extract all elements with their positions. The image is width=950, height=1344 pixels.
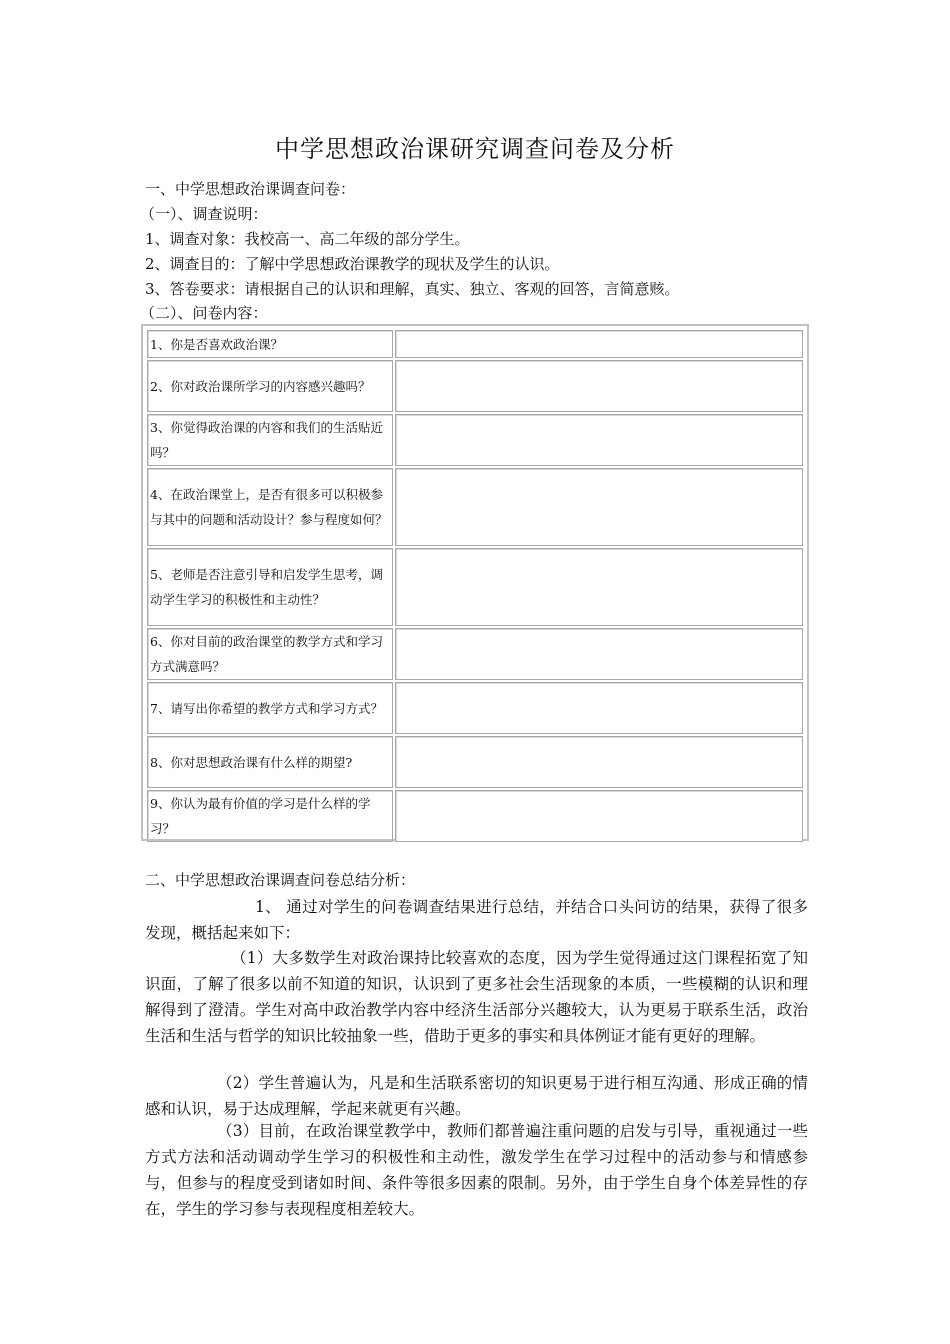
question-text: 5、老师是否注意引导和启发学生思考，调动学生学习的积极性和主动性？ — [147, 548, 393, 626]
question-row — [147, 736, 803, 788]
question-text: 7、请写出你希望的教学方式和学习方式？ — [147, 682, 393, 734]
question-row — [147, 628, 803, 680]
question-row — [147, 330, 803, 358]
questionnaire-table — [141, 324, 809, 841]
question-row — [147, 414, 803, 466]
question-text: 3、你觉得政治课的内容和我们的生活贴近吗？ — [147, 414, 393, 466]
subsection-questions-heading: （二）、问卷内容： — [140, 304, 268, 322]
question-row — [147, 548, 803, 626]
question-text: 1、你是否喜欢政治课？ — [147, 330, 393, 358]
answer-cell[interactable] — [395, 790, 803, 842]
analysis-paragraph-4: （3）目前，在政治课堂教学中，教师们都普遍注重问题的启发与引导，重视通过一些方式方法和活动调动学生学习的积极性和主动性，激发学生在学习过程中的活动参与和情感参与，但参与的程度受到诸如时间、条件等很多因素的限制。另外，由于学生自身个体差异性的存在，学生的学习参与表现程度相差较大。 — [145, 1122, 808, 1218]
answer-cell[interactable] — [395, 736, 803, 788]
answer-cell[interactable] — [395, 548, 803, 626]
analysis-paragraph-3: （2）学生普遍认为，凡是和生活联系密切的知识更易于进行相互沟通、形成正确的情感和认识，易于达成理解，学起来就更有兴趣。 — [145, 1074, 808, 1118]
subsection-explanation-heading: （一）、调查说明： — [140, 205, 268, 223]
section-one-heading: 一、中学思想政治课调查问卷： — [145, 180, 356, 198]
analysis-paragraph-2: （1）大多数学生对政治课持比较喜欢的态度，因为学生觉得通过这门课程拓宽了知识面，了解了很多以前不知道的知识，认识到了更多社会生活现象的本质，一些模糊的认识和理解得到了澄清。学生对高中政治教学内容中经济生活部分兴趣较大，认为更易于联系生活，政治生活和生活与哲学的知识比较抽象一些，借助于更多的事实和具体例证才能有更好的理解。 — [145, 949, 808, 1045]
answer-cell[interactable] — [395, 628, 803, 680]
question-row — [147, 682, 803, 734]
question-text: 9、你认为最有价值的学习是什么样的学习？ — [147, 790, 393, 842]
question-row — [147, 468, 803, 546]
question-text: 2、你对政治课所学习的内容感兴趣吗？ — [147, 360, 393, 412]
answer-cell[interactable] — [395, 414, 803, 466]
question-text: 4、在政治课堂上，是否有很多可以积极参与其中的问题和活动设计？参与程度如何？ — [147, 468, 393, 546]
answer-cell[interactable] — [395, 682, 803, 734]
question-text: 6、你对目前的政治课堂的教学方式和学习方式满意吗？ — [147, 628, 393, 680]
answer-cell[interactable] — [395, 360, 803, 412]
question-text: 8、你对思想政治课有什么样的期望? — [147, 736, 393, 788]
answer-cell[interactable] — [395, 468, 803, 546]
document-title: 中学思想政治课研究调查问卷及分析 — [275, 135, 675, 163]
analysis-paragraph-1: 1、 通过对学生的问卷调查结果进行总结，并结合口头问访的结果，获得了很多发现，概括起来如下： — [145, 898, 808, 942]
answer-cell[interactable] — [395, 330, 803, 358]
explanation-item-2: 2、调查目的：了解中学思想政治课教学的现状及学生的认识。 — [145, 255, 560, 273]
section-two-heading: 二、中学思想政治课调查问卷总结分析： — [145, 871, 416, 889]
question-row — [147, 360, 803, 412]
explanation-item-1: 1、调查对象：我校高一、高二年级的部分学生。 — [145, 230, 470, 248]
explanation-item-3: 3、答卷要求：请根据自己的认识和理解，真实、独立、客观的回答，言简意赅。 — [145, 280, 680, 298]
question-row — [147, 790, 803, 842]
